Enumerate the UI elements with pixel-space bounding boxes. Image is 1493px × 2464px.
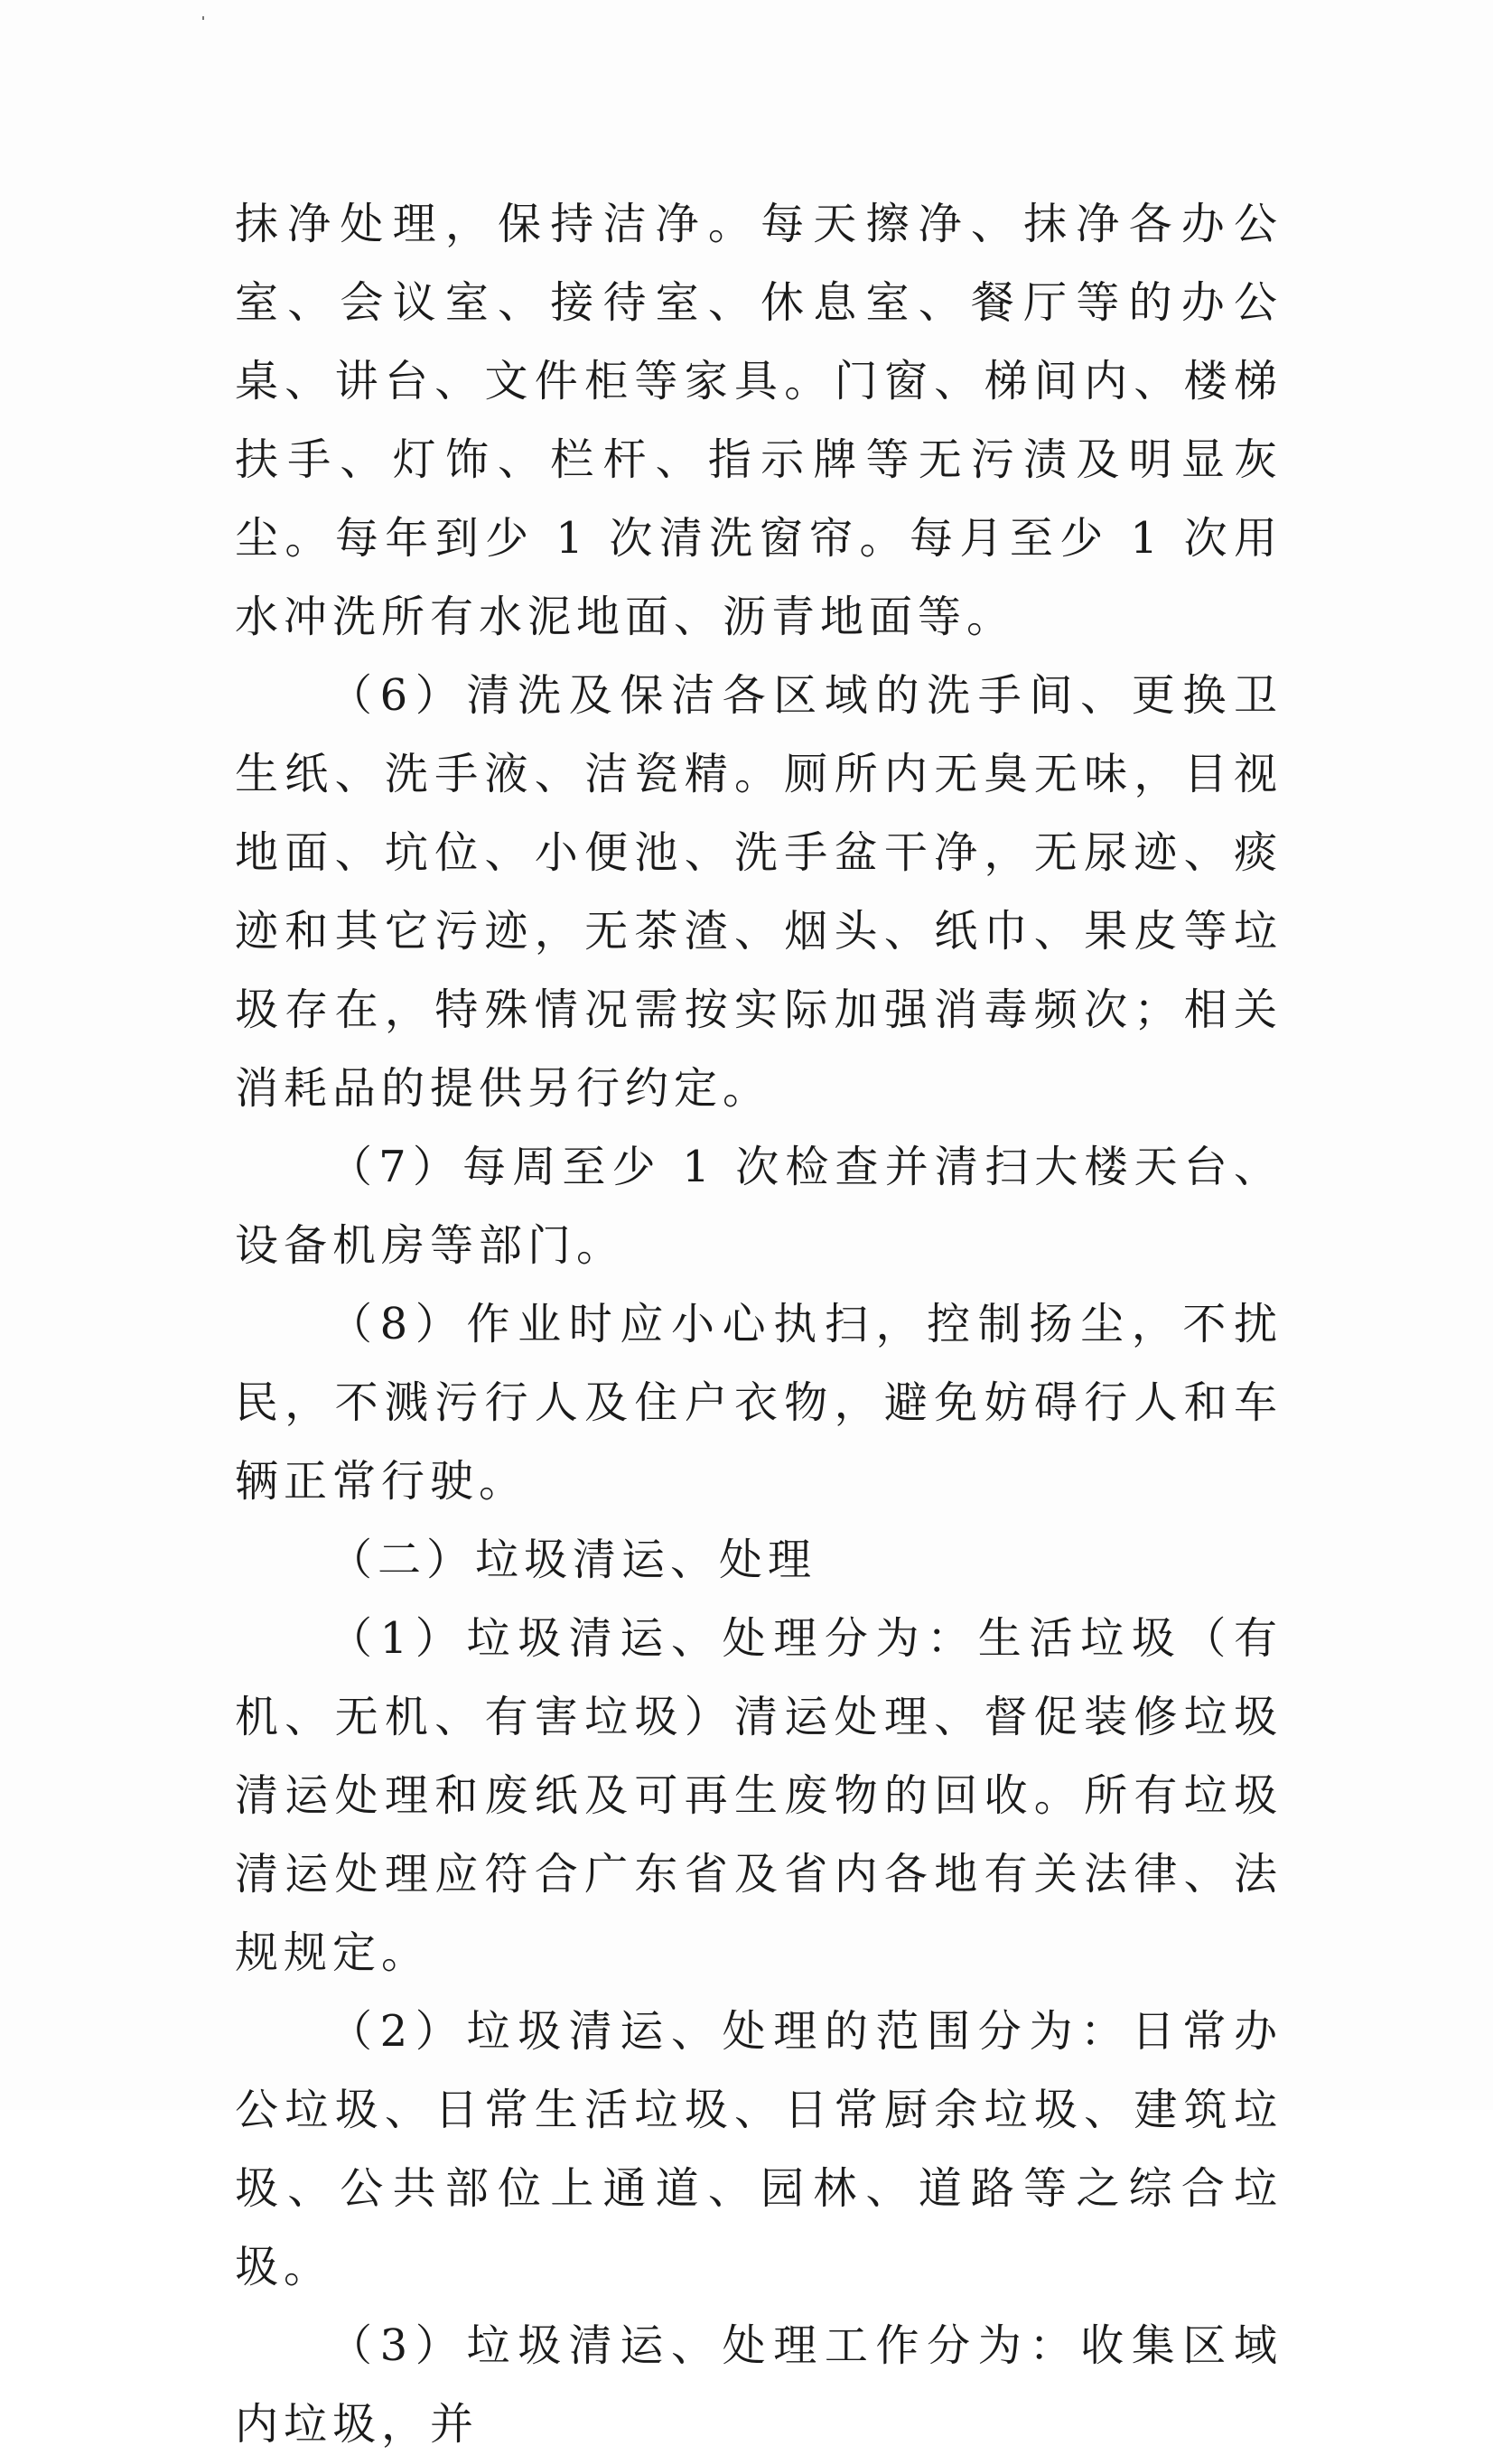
paragraph-garbage-item-1: （1）垃圾清运、处理分为：生活垃圾（有机、无机、有害垃圾）清运处理、督促装修垃圾清运处理和废纸及可再生废物的回收。所有垃圾清运处理应符合广东省及省内各地有关法律、法规规定。 — [235, 1613, 1283, 1978]
section-heading-garbage: （二）垃圾清运、处理 — [329, 1535, 817, 1585]
document-body — [235, 185, 1283, 2464]
paragraph-item-8-dust-control: （8）作业时应小心执扫，控制扬尘，不扰民，不溅污行人及住户衣物，避免妨碍行人和车辆正常行驶。 — [235, 1299, 1283, 1507]
paragraph-cleaning-continuation: 抹净处理，保持洁净。每天擦净、抹净各办公室、会议室、接待室、休息室、餐厅等的办公桌、讲台、文件柜等家具。门窗、梯间内、楼梯扶手、灯饰、栏杆、指示牌等无污渍及明显灰尘。每年到少 1 次清洗窗帘。每月至少 1 次用水冲洗所有水泥地面、沥青地面等。 — [235, 199, 1283, 642]
paragraph-item-6-restrooms: （6）清洗及保洁各区域的洗手间、更换卫生纸、洗手液、洁瓷精。厕所内无臭无味，目视地面、坑位、小便池、洗手盆干净，无尿迹、痰迹和其它污迹，无茶渣、烟头、纸巾、果皮等垃圾存在，特殊情况需按实际加强消毒频次；相关消耗品的提供另行约定。 — [235, 670, 1283, 1114]
scan-speck — [202, 16, 204, 20]
paragraph-garbage-item-3: （3）垃圾清运、处理工作分为：收集区域内垃圾，并 — [235, 2320, 1283, 2450]
paragraph-item-7-rooftop: （7）每周至少 1 次检查并清扫大楼天台、设备机房等部门。 — [235, 1142, 1283, 1271]
paragraph-garbage-item-2: （2）垃圾清运、处理的范围分为：日常办公垃圾、日常生活垃圾、日常厨余垃圾、建筑垃圾、公共部位上通道、园林、道路等之综合垃圾。 — [235, 2006, 1283, 2292]
